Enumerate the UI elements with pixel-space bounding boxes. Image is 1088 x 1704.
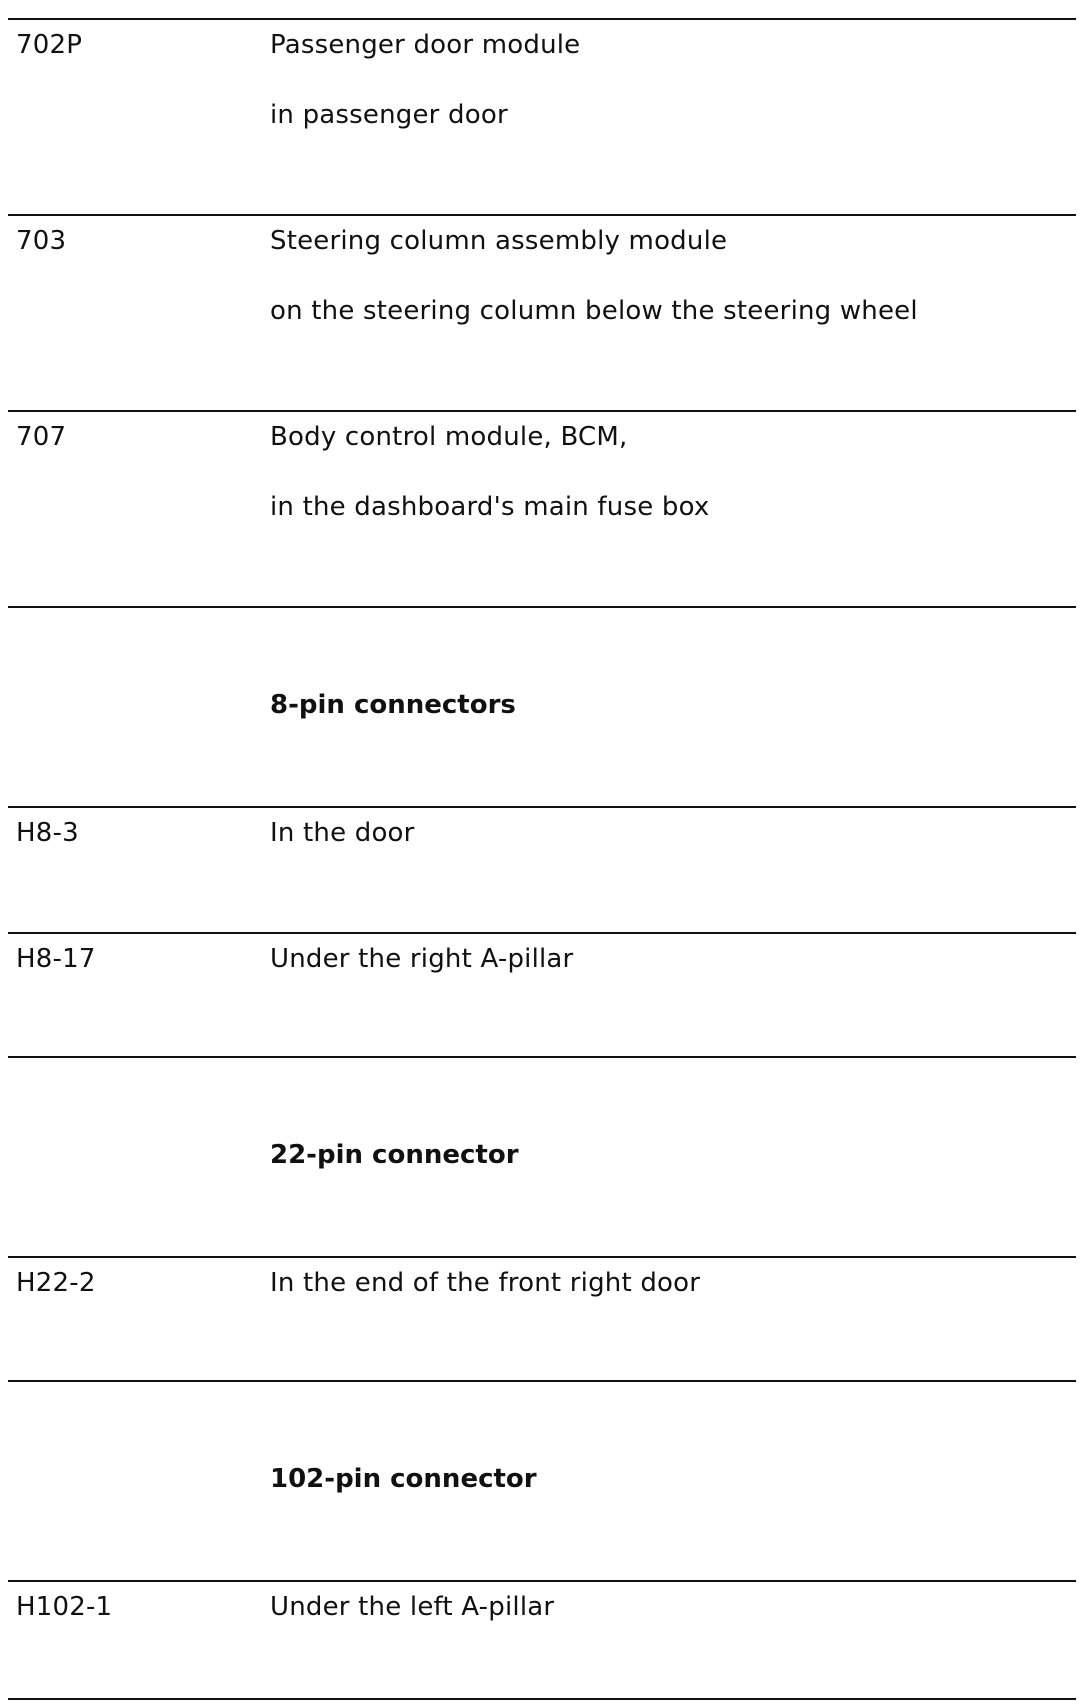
row-divider bbox=[8, 1056, 1076, 1058]
component-code: 703 bbox=[16, 226, 67, 256]
component-description: Passenger door module bbox=[270, 30, 581, 60]
row-divider bbox=[8, 1580, 1076, 1582]
component-location: in the dashboard's main fuse box bbox=[270, 492, 710, 522]
component-code: 707 bbox=[16, 422, 67, 452]
section-heading-8-pin: 8-pin connectors bbox=[270, 690, 516, 720]
row-divider bbox=[8, 606, 1076, 608]
component-description: Body control module, BCM, bbox=[270, 422, 628, 452]
row-divider bbox=[8, 806, 1076, 808]
row-divider bbox=[8, 214, 1076, 216]
connector-code: H102-1 bbox=[16, 1592, 113, 1622]
row-divider bbox=[8, 18, 1076, 20]
connector-location: Under the right A-pillar bbox=[270, 944, 574, 974]
connector-code: H22-2 bbox=[16, 1268, 96, 1298]
connector-code: H8-17 bbox=[16, 944, 96, 974]
row-divider bbox=[8, 1380, 1076, 1382]
connector-location: In the end of the front right door bbox=[270, 1268, 701, 1298]
section-heading-22-pin: 22-pin connector bbox=[270, 1140, 519, 1170]
row-divider bbox=[8, 1698, 1076, 1700]
component-location: in passenger door bbox=[270, 100, 508, 130]
row-divider bbox=[8, 410, 1076, 412]
row-divider bbox=[8, 932, 1076, 934]
connector-location: In the door bbox=[270, 818, 415, 848]
component-description: Steering column assembly module bbox=[270, 226, 728, 256]
section-heading-102-pin: 102-pin connector bbox=[270, 1464, 537, 1494]
connector-code: H8-3 bbox=[16, 818, 79, 848]
component-code: 702P bbox=[16, 30, 83, 60]
row-divider bbox=[8, 1256, 1076, 1258]
component-location: on the steering column below the steering wheel bbox=[270, 296, 918, 326]
connector-location: Under the left A-pillar bbox=[270, 1592, 555, 1622]
